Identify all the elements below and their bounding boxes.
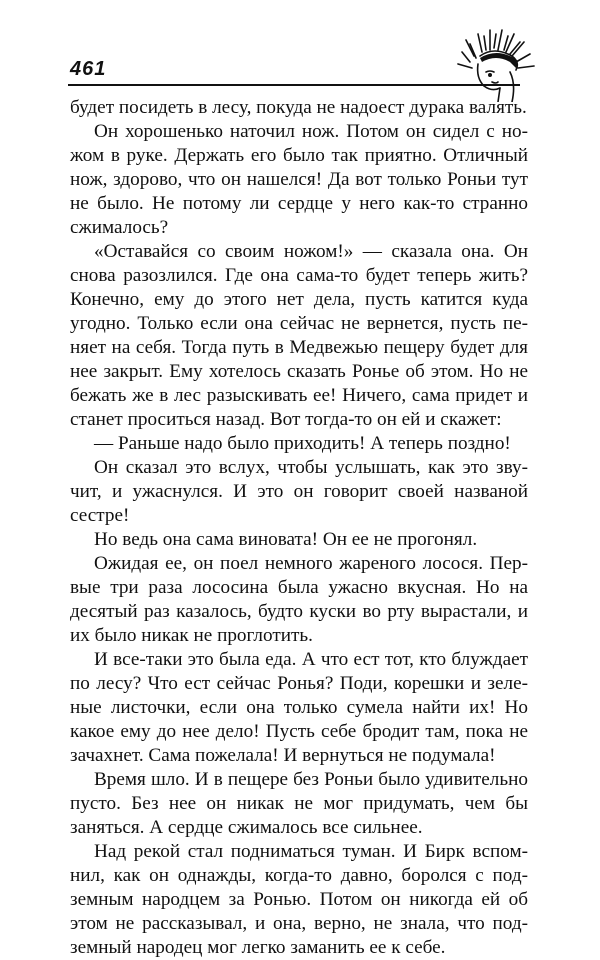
paragraph-4: — Раньше надо было приходить! А теперь поздно! [94, 433, 511, 454]
paragraph-8: И все-таки это была еда. А что ест тот, кто блуждает по лесу? Что ест сейчас Ронья? Поди, корешки и зеленые листочки, если она только сумела найти их! Но какое ему до нее дело! Пусть себе бродит там, пока не зачахнет. Сама пожелала! И вернуться не подумала! [70, 649, 528, 766]
paragraph-9: Время шло. И в пещере без Роньи было удивительно пусто. Без нее он никак не мог придумать, чем бы заняться. А сердце сжималось все сильнее. [70, 769, 528, 838]
page-number: 461 [70, 58, 107, 80]
paragraph-3: «Оставайся со своим ножом!» — сказала она. Он снова разозлился. Где она сама-то будет теперь жить? Конечно, ему до этого нет дела, пусть катится куда угодно. Только если она сейчас не вернется, пусть пеняет на себя. Тогда путь в Медвежью пещеру будет для нее закрыт. Ему хотелось сказать Ронье об этом. Но не бежать же в лес разыскивать ее! Ничего, сама придет и станет проситься назад. Вот тогда-то он ей и скажет: [70, 241, 528, 430]
paragraph-10: Над рекой стал подниматься туман. И Бирк вспомнил, как он однажды, когда-то давно, боролся с подземным народцем за Ронью. Потом он никогда ей об этом не рассказывал, и она, верно, не знала, что подземный народец мог легко заманить ее к себе. [70, 841, 528, 958]
page-text [70, 96, 528, 960]
paragraph-1: будет посидеть в лесу, покуда не надоест дурака валять. [70, 97, 527, 118]
header-rule [68, 84, 520, 86]
paragraph-5: Он сказал это вслух, чтобы услышать, как это звучит, и ужаснулся. И это он говорит своей названой сестре! [70, 457, 528, 526]
boy-with-spiky-hair-icon [450, 22, 540, 102]
paragraph-7: Ожидая ее, он поел немного жареного лосося. Первые три раза лососина была ужасно вкусная. Но на десятый раз казалось, будто куски во рту вырастали, и их было никак не проглотить. [70, 553, 528, 646]
paragraph-2: Он хорошенько наточил нож. Потом он сидел с ножом в руке. Держать его было так приятно. Отличный нож, здорово, что он нашелся! Да вот только Роньи тут не было. Не потому ли сердце у него как-то странно сжималось? [70, 121, 528, 238]
paragraph-6: Но ведь она сама виновата! Он ее не прогонял. [94, 529, 478, 550]
